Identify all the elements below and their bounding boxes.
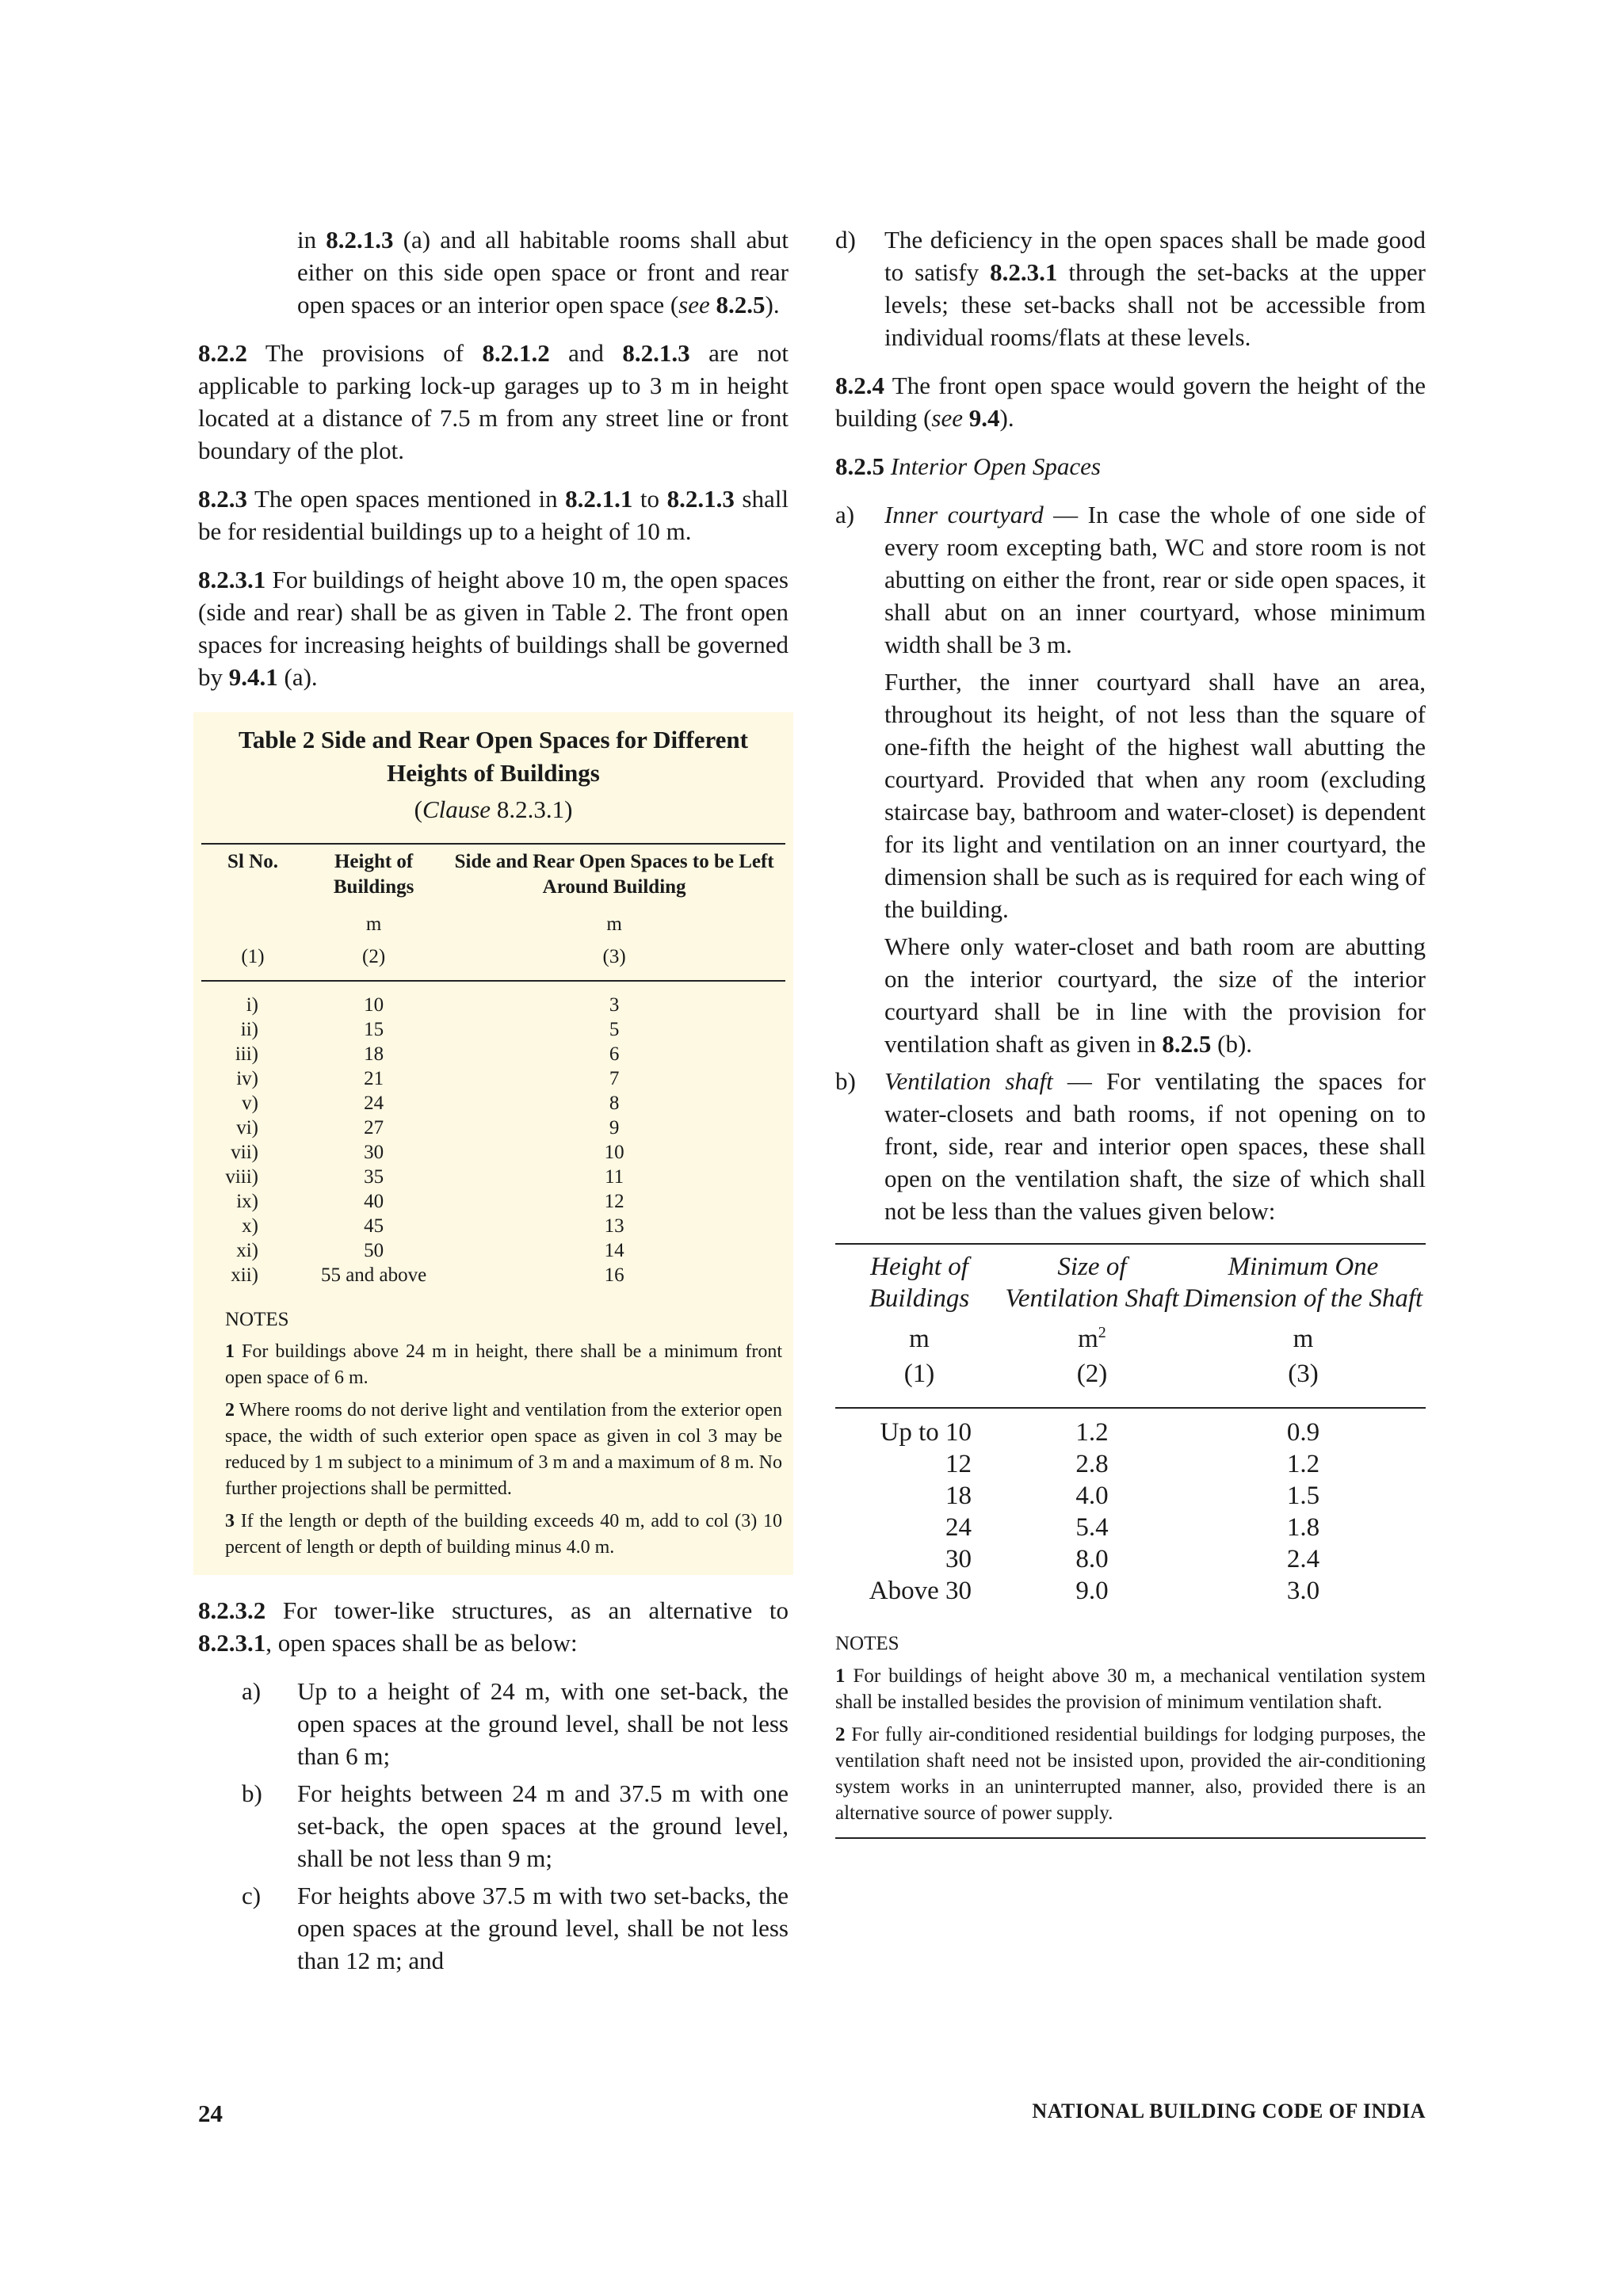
clause-8-2-3-1: 8.2.3.1 For buildings of height above 10 m, the open spaces (side and rear) shall be as given in Table 2. The front open spaces for increasing heights of buildings shall be governed by 9.4.1 (a).	[198, 566, 789, 691]
table-row: 30 8.0 2.4	[945, 1545, 1320, 1573]
courtyard-paragraph-2: Further, the inner courtyard shall have an area, throughout its height, of not less than the square of one-fifth the height of the highest wall abutting the courtyard. Provided that when any room (excluding staircase bay, bathroom and water-closet) is dependent for its light and ventilation on an inner courtyard, the dimension shall be such as is required for each wing of the building.	[884, 668, 1426, 923]
note-item: 2 Where rooms do not derive light and ventilation from the exterior open space, the width of such exterior open space as given in col 3 may be reduced by 1 m subject to a minimum of 3 m and a maximum of 8 m. No further projections shall be permitted.	[225, 1400, 782, 1499]
col-header-shaft-size: Size of Ventilation Shaft	[1003, 1244, 1181, 1315]
col-header-height: Height of Buildings	[835, 1244, 1003, 1315]
list-item-b: b) Ventilation shaft — For ventilating the spaces for water-closets and bath rooms, if not opening on to front, side, rear and interior open spaces, these shall open on the ventilation shaft, the size of which shall not be less than the values given below:	[835, 1067, 1426, 1225]
left-column	[198, 223, 789, 1977]
clause-ref: 8.2.5	[716, 291, 766, 318]
shaft-table-rows	[835, 1408, 1426, 1624]
table-row: viii) 35 11	[225, 1166, 624, 1188]
shaft-table-notes	[835, 1630, 1426, 1839]
col-header-height: Height of Buildings	[304, 844, 443, 901]
ventilation-shaft-table: Height of Buildings Size of Ventilation Shaft Minimum One Dimension of the Shaft m $m^2$ m (1) (2) (3) Up to 10 1.2 0.9 12 2.8 1.2 18 4.0 1.5 24 5.4 1.8 30 8.0 2.4 Above 30 9.0 3.0	[835, 1243, 1426, 1624]
list-item: b) For heights between 24 m and 37.5 m with one set-back, the open spaces at the ground level, shall be not less than 9 m;	[242, 1779, 789, 1872]
col-header-open-spaces: Side and Rear Open Spaces to be Left Around Building	[443, 844, 785, 901]
table-row: iii) 18 6	[235, 1043, 620, 1065]
table-row: ix) 40 12	[236, 1191, 624, 1212]
table-title: Table 2 Side and Rear Open Spaces for Different Heights of Buildings	[239, 726, 748, 787]
table-row: xii) 55 and above 16	[231, 1264, 624, 1286]
tower-list	[198, 1675, 789, 1977]
table-2: Sl No. Height of Buildings Side and Rear Open Spaces to be Left Around Building m m (1) (2) (3) i) 10 3 ii) 15 5 iii) 18 6 iv) 21 7 v) 24 8 vi) 27 9 vii) 30 10 viii) 35 11 ix) 40 12 x) 45 13 xi) 50 14 xii) 55 and above 16	[201, 843, 785, 1287]
clause-8-2-4: 8.2.4 The front open space would govern the height of the building (see 9.4).	[835, 372, 1426, 432]
table-row: 12 2.8 1.2	[945, 1450, 1320, 1478]
notes-heading: NOTES	[835, 1633, 899, 1654]
table-row: 18 4.0 1.5	[945, 1482, 1320, 1510]
table-row: xi) 50 14	[236, 1240, 624, 1261]
clause-8-2-3: 8.2.3 The open spaces mentioned in 8.2.1.1 to 8.2.1.3 shall be for residential buildings up to a height of 10 m.	[198, 485, 789, 545]
table-2-box	[193, 712, 793, 1575]
col-header-sl: Sl No.	[201, 844, 304, 901]
running-footer: NATIONAL BUILDING CODE OF INDIA	[1032, 2100, 1426, 2122]
clause-number: 8.2.5	[835, 452, 884, 480]
table-row: v) 24 8	[242, 1093, 620, 1114]
notes-heading: NOTES	[225, 1309, 289, 1330]
table-row: i) 10 3	[246, 994, 620, 1016]
list-item-a: a) Inner courtyard — In case the whole of one side of every room excepting bath, WC and store room is not abutting on either the front, rear or side open spaces, it shall abut on an inner courtyard, whose minimum width shall be 3 m.	[835, 501, 1426, 658]
clause-8-2-3-2: 8.2.3.2 For tower-like structures, as an alternative to 8.2.3.1, open spaces shall be as below:	[198, 1596, 789, 1657]
clause-number: 8.2.4	[835, 372, 884, 399]
clause-ref: 8.2.1.3	[326, 226, 394, 254]
table-row: Above 30 9.0 3.0	[869, 1577, 1320, 1605]
clause-number: 8.2.3	[198, 485, 247, 513]
clause-8-2-2: 8.2.2 The provisions of 8.2.1.2 and 8.2.1.3 are not applicable to parking lock-up garages up to 3 m in height located at a distance of 7.5 m from any street line or front boundary of the plot.	[198, 339, 789, 464]
col-header-min-dimension: Minimum One Dimension of the Shaft	[1181, 1244, 1426, 1315]
table-row: Up to 10 1.2 0.9	[880, 1418, 1320, 1447]
right-column	[835, 223, 1426, 1839]
clause-number: 8.2.3.2	[198, 1596, 266, 1624]
table-row: 24 5.4 1.8	[945, 1513, 1320, 1542]
note-item: 1 For buildings of height above 30 m, a mechanical ventilation system shall be installed besides the provision of minimum ventilation shaft.	[835, 1665, 1426, 1713]
table-row: x) 45 13	[242, 1215, 624, 1237]
table-clause: (Clause 8.2.3.1)	[414, 795, 573, 823]
table-row: vii) 30 10	[231, 1142, 624, 1163]
list-item: c) For heights above 37.5 m with two set-backs, the open spaces at the ground level, shall be not less than 12 m; and	[242, 1882, 789, 1974]
clause-8-2-5: 8.2.5 Interior Open Spaces	[835, 452, 1101, 480]
table-2-rows	[201, 981, 785, 1287]
table-row: ii) 15 5	[240, 1019, 620, 1040]
table-row: iv) 21 7	[236, 1068, 620, 1089]
continued-paragraph: in 8.2.1.3 (a) and all habitable rooms shall abut either on this side open space or front and rear open spaces or an interior open space (see 8.2.5).	[297, 226, 789, 318]
note-item: 3 If the length or depth of the building exceeds 40 m, add to col (3) 10 percent of length or depth of building minus 4.0 m.	[225, 1511, 782, 1558]
list-item-d: d) The deficiency in the open spaces shall be made good to satisfy 8.2.3.1 through the set-backs at the upper levels; these set-backs shall not be accessible from individual rooms/flats at these levels.	[835, 226, 1426, 351]
page-number: 24	[198, 2100, 223, 2127]
note-item: 1 For buildings above 24 m in height, there shall be a minimum front open space of 6 m.	[225, 1341, 782, 1388]
clause-number: 8.2.2	[198, 339, 247, 367]
list-item: a) Up to a height of 24 m, with one set-back, the open spaces at the ground level, shall be not less than 6 m;	[242, 1677, 789, 1770]
note-item: 2 For fully air-conditioned residential buildings for lodging purposes, the ventilation shaft need not be insisted upon, provided the air-conditioning system works in an uninterrupted manner, also, provided there is an alternative source of power supply.	[835, 1724, 1426, 1824]
courtyard-paragraph-3: Where only water-closet and bath room are abutting on the interior courtyard, the size of the interior courtyard shall be in line with the provision for ventilation shaft as given in 8.2.5 (b).	[884, 933, 1426, 1058]
clause-number: 8.2.3.1	[198, 566, 266, 593]
table-row: vi) 27 9	[236, 1117, 620, 1138]
table-2-notes	[201, 1306, 785, 1561]
